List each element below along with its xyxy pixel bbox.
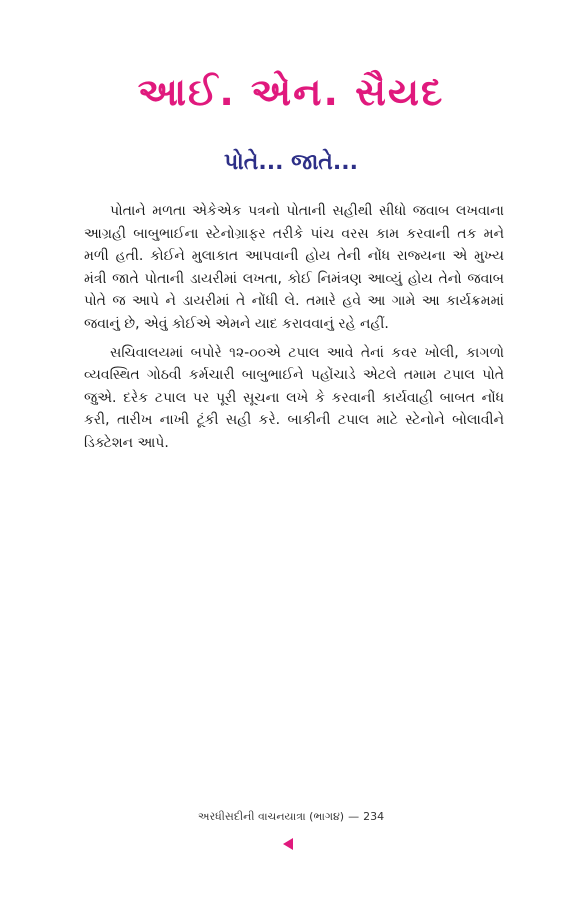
footer-separator: —: [348, 810, 360, 823]
paragraph-1: પોતાને મળતા એકેએક પત્રનો પોતાની સહીથી સીધો જવાબ લખવાના આગ્રહી બાબુભાઈના સ્ટેનોગ્રાફર તરીકે પાંચ વરસ કામ કરવાની તક મને મળી હતી. કોઈને મુલાકાત આપવાની હોય તેની નોંધ રાજ્યના એ મુખ્ય મંત્રી જાતે પોતાની ડાયરીમાં લખતા, કોઈ નિમંત્રણ આવ્યું હોય તેનો જવાબ પોતે જ આપે ને ડાયરીમાં તે નોંધી લે. તમારે હવે આ ગામે આ કાર્યક્રમમાં જવાનું છે, એવું કોઈએ એમને યાદ કરાવવાનું રહે નહીં.: [84, 203, 504, 332]
chapter-title: પોતે... જાતે...: [224, 150, 358, 175]
footer-book-title: અરધીસદીની વાચનયાત્રા (ભાગ૪): [197, 810, 345, 823]
page-footer: [0, 810, 582, 824]
paragraph-2: સચિવાલયમાં બપોરે ૧૨-૦૦એ ટપાલ આવે તેનાં કવર ખોલી, કાગળો વ્યવસ્થિત ગોઠવી કર્મચારી બાબુભાઈને પહોંચાડે એટલે તમામ ટપાલ પોતે જુએ. દરેક ટપાલ પર પૂરી સૂચના લખે કે કરવાની કાર્યવાહી બાબત નોંધ કરી, તારીખ નાખી ટૂંકી સહી કરે. બાકીની ટપાલ માટે સ્ટેનોને બોલાવીને ડિક્ટેશન આપે.: [84, 344, 504, 451]
left-triangle-icon[interactable]: [283, 838, 293, 850]
body-text: [84, 200, 504, 461]
footer-page-number: 234: [363, 810, 385, 823]
author-name: આઈ. એન. સૈયદ: [137, 70, 445, 114]
